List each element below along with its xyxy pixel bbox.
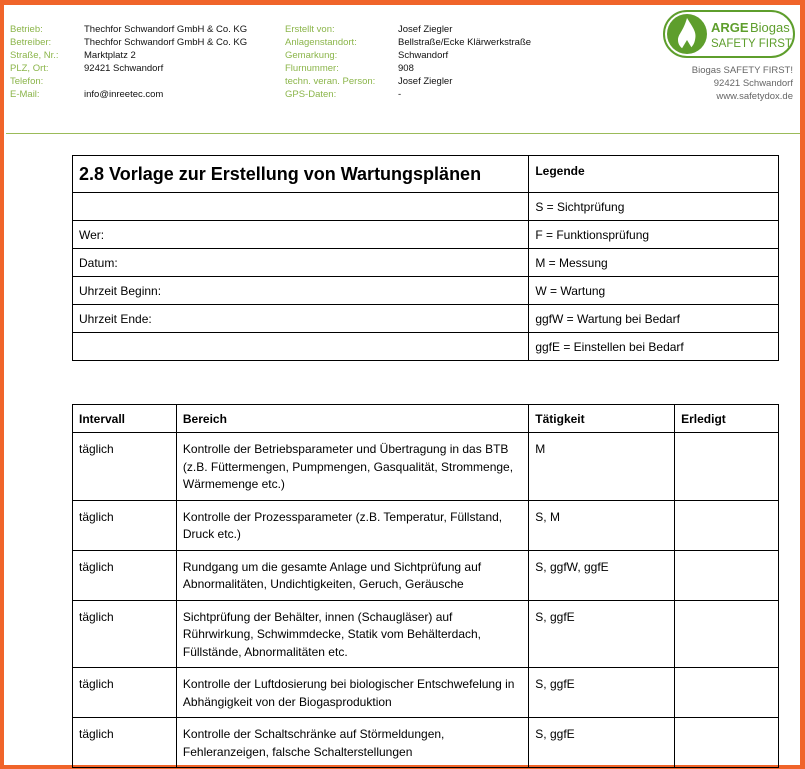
label-strasse: Straße, Nr.: [10,50,59,61]
value-strasse: Marktplatz 2 [84,50,136,61]
value-gps: - [398,89,402,100]
company-name: Biogas SAFETY FIRST! [691,65,793,76]
cell-bereich: Kontrolle der Prozessparameter (z.B. Temperatur, Füllstand, Druck etc.) [176,500,528,550]
info-field-wer[interactable]: Wer: [73,221,529,249]
cell-intervall: täglich [73,433,177,501]
cell-taetigkeit: S, ggfE [529,668,675,718]
document-title: 2.8 Vorlage zur Erstellung von Wartungsplänen [73,156,529,193]
legend-entry: S = Sichtprüfung [529,193,779,221]
cell-bereich: Kontrolle der Schaltschränke auf Störmeldungen, Fehleranzeigen, falsche Schalterstellungen [176,718,528,768]
legend-header: Legende [529,156,779,193]
info-field-uhrzeit-beginn[interactable]: Uhrzeit Beginn: [73,277,529,305]
column-header-intervall: Intervall [73,405,177,433]
cell-intervall: täglich [73,550,177,600]
value-email[interactable]: info@inreetec.com [84,89,164,100]
page-frame-right [800,0,805,769]
cell-bereich: Kontrolle der Betriebsparameter und Übertragung in das BTB (z.B. Füttermengen, Pumpmengen, Gasqualität, Strommenge, Wärmemenge etc.) [176,433,528,501]
table-row [73,668,779,718]
table-header-row [73,405,779,433]
cell-erledigt[interactable] [675,550,779,600]
cell-taetigkeit: S, ggfE [529,718,675,768]
info-row [73,277,779,305]
value-erstellt-von: Josef Ziegler [398,24,453,35]
cell-erledigt[interactable] [675,718,779,768]
cell-erledigt[interactable] [675,433,779,501]
cell-intervall: täglich [73,668,177,718]
legend-entry: M = Messung [529,249,779,277]
header-right-labels [285,23,375,101]
arge-biogas-logo [663,10,795,58]
page-frame-top [0,0,805,5]
cell-erledigt[interactable] [675,600,779,668]
label-anlagenstandort: Anlagenstandort: [285,37,357,48]
label-betreiber: Betreiber: [10,37,52,48]
info-table [72,155,779,361]
label-flurnummer: Flurnummer: [285,63,339,74]
page-frame-left [0,0,4,769]
legend-entry: F = Funktionsprüfung [529,221,779,249]
cell-erledigt[interactable] [675,500,779,550]
info-row [73,249,779,277]
value-gemarkung: Schwandorf [398,50,449,61]
info-title-row [73,156,779,193]
legend-entry: ggfE = Einstellen bei Bedarf [529,333,779,361]
value-anlagenstandort: Bellstraße/Ecke Klärwerkstraße [398,37,532,48]
info-row [73,221,779,249]
value-betreiber: Thechfor Schwandorf GmbH & Co. KG [84,37,248,48]
label-betrieb: Betrieb: [10,24,43,35]
cell-bereich: Sichtprüfung der Behälter, innen (Schaugläser) auf Rührwirkung, Schwimmdecke, Statik vom Behälterdach, Füllstände, Abnormalitäten etc. [176,600,528,668]
label-gps: GPS-Daten: [285,89,337,100]
column-header-erledigt: Erledigt [675,405,779,433]
value-telefon [84,75,247,88]
info-field-uhrzeit-ende[interactable]: Uhrzeit Ende: [73,305,529,333]
table-row [73,550,779,600]
header-divider [6,133,800,134]
label-email: E-Mail: [10,89,40,100]
cell-bereich: Kontrolle der Luftdosierung bei biologischer Entschwefelung in Abhängigkeit von der Biogasproduktion [176,668,528,718]
info-row [73,333,779,361]
cell-erledigt[interactable] [675,668,779,718]
label-plz-ort: PLZ, Ort: [10,63,49,74]
company-web[interactable]: www.safetydox.de [716,91,793,102]
value-techn-person: Josef Ziegler [398,76,453,87]
header-left-values [84,23,247,101]
cell-taetigkeit: M [529,433,675,501]
legend-entry: ggfW = Wartung bei Bedarf [529,305,779,333]
column-header-taetigkeit: Tätigkeit [529,405,675,433]
company-city: 92421 Schwandorf [713,78,793,89]
logo-word-biogas: Biogas [750,20,790,35]
info-row [73,305,779,333]
cell-bereich: Rundgang um die gesamte Anlage und Sichtprüfung auf Abnormalitäten, Undichtigkeiten, Geruch, Geräusche [176,550,528,600]
logo-word-arge: ARGE [711,20,749,35]
cell-intervall: täglich [73,718,177,768]
table-row [73,500,779,550]
column-header-bereich: Bereich [176,405,528,433]
header-left-labels [10,23,59,101]
info-row [73,193,779,221]
label-telefon: Telefon: [10,76,44,87]
value-flurnummer: 908 [398,63,414,74]
table-row [73,718,779,768]
cell-intervall: täglich [73,500,177,550]
cell-taetigkeit: S, ggfE [529,600,675,668]
value-betrieb: Thechfor Schwandorf GmbH & Co. KG [84,24,248,35]
header-right-values [398,23,531,101]
info-field-datum[interactable]: Datum: [73,249,529,277]
company-address [692,64,793,103]
legend-entry: W = Wartung [529,277,779,305]
table-row [73,600,779,668]
info-field[interactable] [73,193,529,221]
maintenance-plan-table [72,404,779,768]
table-row [73,433,779,501]
cell-taetigkeit: S, ggfW, ggfE [529,550,675,600]
logo-tagline: SAFETY FIRST [711,38,792,50]
label-erstellt-von: Erstellt von: [285,24,335,35]
value-plz-ort: 92421 Schwandorf [84,63,164,74]
label-techn-person: techn. veran. Person: [285,76,376,87]
cell-taetigkeit: S, M [529,500,675,550]
cell-intervall: täglich [73,600,177,668]
info-field[interactable] [73,333,529,361]
label-gemarkung: Gemarkung: [285,50,338,61]
